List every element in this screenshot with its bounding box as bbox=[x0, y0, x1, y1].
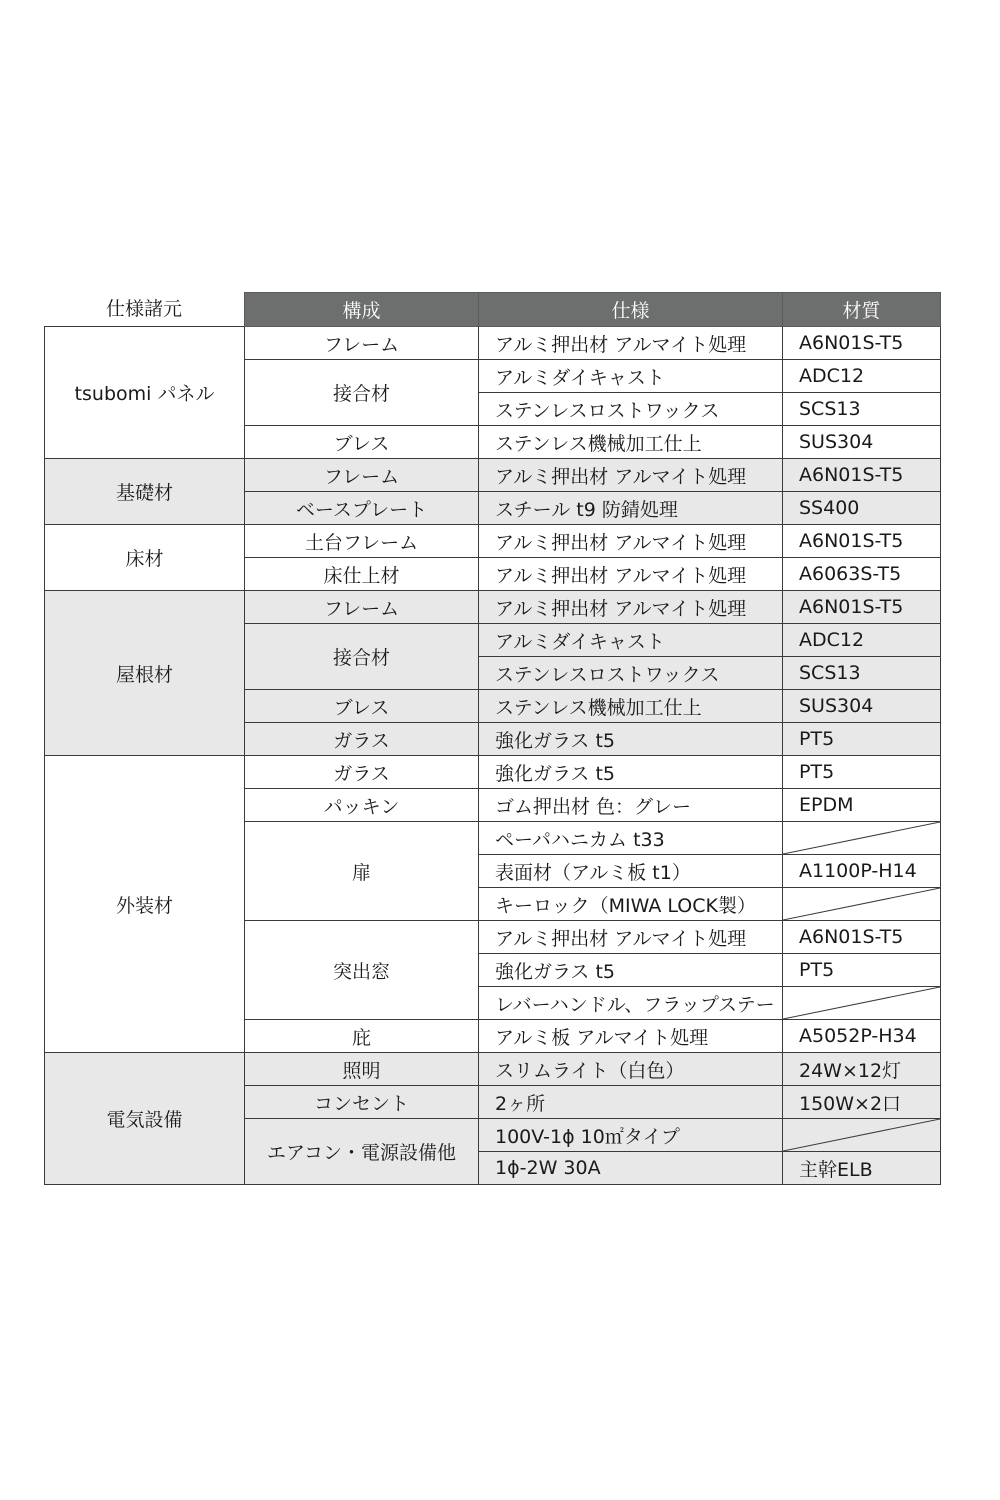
spec-cell: ステンレス機械加工仕上 bbox=[479, 426, 783, 459]
material-cell: SUS304 bbox=[783, 690, 941, 723]
component-cell: ベースプレート bbox=[245, 492, 479, 525]
material-cell: A5052P-H34 bbox=[783, 1020, 941, 1053]
header-component: 構成 bbox=[245, 293, 479, 327]
component-cell: 床仕上材 bbox=[245, 558, 479, 591]
material-cell: SCS13 bbox=[783, 393, 941, 426]
spec-cell: ペーパハニカム t33 bbox=[479, 822, 783, 855]
diagonal-slash bbox=[783, 987, 940, 1019]
material-cell: SUS304 bbox=[783, 426, 941, 459]
material-cell: EPDM bbox=[783, 789, 941, 822]
spec-cell: アルミ押出材 アルマイト処理 bbox=[479, 921, 783, 954]
spec-cell: スリムライト（白色） bbox=[479, 1053, 783, 1086]
spec-cell: 強化ガラス t5 bbox=[479, 723, 783, 756]
material-cell: A6N01S-T5 bbox=[783, 591, 941, 624]
spec-cell: 強化ガラス t5 bbox=[479, 756, 783, 789]
component-cell: 接合材 bbox=[245, 624, 479, 690]
category-electrical: 電気設備 bbox=[45, 1053, 245, 1185]
spec-cell: 強化ガラス t5 bbox=[479, 954, 783, 987]
material-cell: 150W×2口 bbox=[783, 1086, 941, 1119]
component-cell: フレーム bbox=[245, 459, 479, 492]
spec-cell: キーロック（MIWA LOCK製） bbox=[479, 888, 783, 921]
component-cell: 照明 bbox=[245, 1053, 479, 1086]
spec-cell: ゴム押出材 色：グレー bbox=[479, 789, 783, 822]
material-cell: A6063S-T5 bbox=[783, 558, 941, 591]
diagonal-slash bbox=[783, 1119, 940, 1151]
header-material: 材質 bbox=[783, 293, 941, 327]
spec-cell: ステンレスロストワックス bbox=[479, 393, 783, 426]
spec-cell: アルミ板 アルマイト処理 bbox=[479, 1020, 783, 1053]
title-cell bbox=[45, 293, 245, 327]
spec-cell: アルミ押出材 アルマイト処理 bbox=[479, 327, 783, 360]
category-foundation: 基礎材 bbox=[45, 459, 245, 525]
spec-cell: アルミ押出材 アルマイト処理 bbox=[479, 591, 783, 624]
spec-title: 仕様諸元 bbox=[105, 298, 182, 320]
category-tsubomi-panel: tsubomi パネル bbox=[45, 327, 245, 459]
spec-cell: 1ϕ-2W 30A bbox=[479, 1152, 783, 1185]
spec-cell: アルミ押出材 アルマイト処理 bbox=[479, 525, 783, 558]
category-floor: 床材 bbox=[45, 525, 245, 591]
component-cell: ガラス bbox=[245, 756, 479, 789]
spec-cell: ステンレス機械加工仕上 bbox=[479, 690, 783, 723]
component-cell: 突出窓 bbox=[245, 921, 479, 1020]
spec-cell: レバーハンドル、フラップステー bbox=[479, 987, 783, 1020]
spec-cell: アルミダイキャスト bbox=[479, 624, 783, 657]
material-cell: PT5 bbox=[783, 756, 941, 789]
component-cell: パッキン bbox=[245, 789, 479, 822]
spec-cell: アルミ押出材 アルマイト処理 bbox=[479, 558, 783, 591]
material-cell: PT5 bbox=[783, 723, 941, 756]
spec-cell: ステンレスロストワックス bbox=[479, 657, 783, 690]
component-cell: フレーム bbox=[245, 327, 479, 360]
component-cell: 接合材 bbox=[245, 360, 479, 426]
material-cell: 24W×12灯 bbox=[783, 1053, 941, 1086]
material-cell: A6N01S-T5 bbox=[783, 921, 941, 954]
category-exterior: 外装材 bbox=[45, 756, 245, 1053]
material-cell: PT5 bbox=[783, 954, 941, 987]
category-roof: 屋根材 bbox=[45, 591, 245, 756]
component-cell: フレーム bbox=[245, 591, 479, 624]
component-cell: コンセント bbox=[245, 1086, 479, 1119]
material-cell: 主幹ELB bbox=[783, 1152, 941, 1185]
spec-cell: 表面材（アルミ板 t1） bbox=[479, 855, 783, 888]
component-cell: 土台フレーム bbox=[245, 525, 479, 558]
material-empty-cell bbox=[783, 1119, 941, 1152]
spec-table bbox=[44, 292, 941, 1185]
diagonal-slash bbox=[783, 888, 940, 920]
spec-cell: アルミ押出材 アルマイト処理 bbox=[479, 459, 783, 492]
material-cell: A1100P-H14 bbox=[783, 855, 941, 888]
spec-cell: アルミダイキャスト bbox=[479, 360, 783, 393]
material-empty-cell bbox=[783, 822, 941, 855]
material-cell: A6N01S-T5 bbox=[783, 327, 941, 360]
material-cell: A6N01S-T5 bbox=[783, 525, 941, 558]
spec-cell: 100V-1ϕ 10㎡タイプ bbox=[479, 1119, 783, 1152]
material-cell: A6N01S-T5 bbox=[783, 459, 941, 492]
spec-cell: 2ヶ所 bbox=[479, 1086, 783, 1119]
component-cell: ブレス bbox=[245, 426, 479, 459]
diagonal-slash bbox=[783, 822, 940, 854]
material-cell: SS400 bbox=[783, 492, 941, 525]
material-empty-cell bbox=[783, 888, 941, 921]
material-cell: ADC12 bbox=[783, 360, 941, 393]
material-empty-cell bbox=[783, 987, 941, 1020]
component-cell: エアコン・電源設備他 bbox=[245, 1119, 479, 1185]
component-cell: ブレス bbox=[245, 690, 479, 723]
component-cell: ガラス bbox=[245, 723, 479, 756]
component-cell: 庇 bbox=[245, 1020, 479, 1053]
material-cell: ADC12 bbox=[783, 624, 941, 657]
spec-cell: スチール t9 防錆処理 bbox=[479, 492, 783, 525]
header-spec: 仕様 bbox=[479, 293, 783, 327]
material-cell: SCS13 bbox=[783, 657, 941, 690]
component-cell: 扉 bbox=[245, 822, 479, 921]
